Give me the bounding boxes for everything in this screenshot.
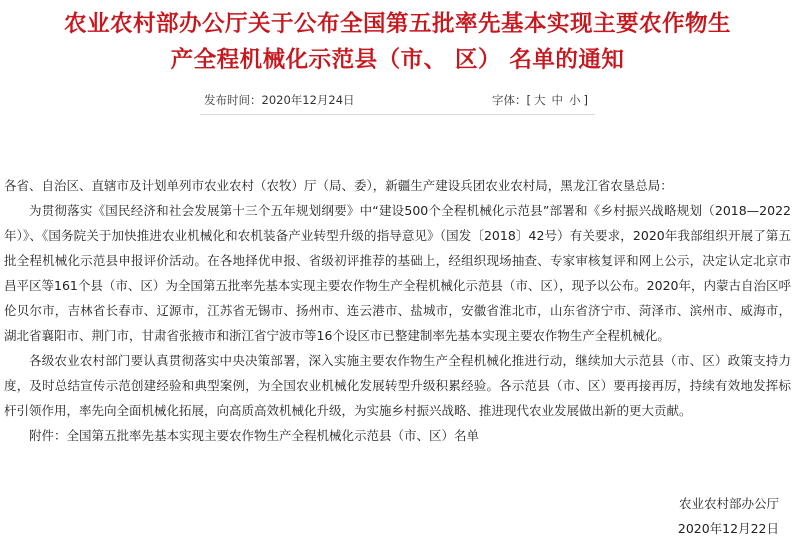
article-title-line1: 农业农村部办公厅关于公布全国第五批率先基本实现主要农作物生: [63, 11, 731, 37]
font-size-medium-link[interactable]: 中: [551, 93, 563, 107]
font-size-small-link[interactable]: 小: [569, 93, 581, 107]
font-size-control: [492, 92, 588, 108]
article-title-line2: 产全程机械化示范县（市、 区） 名单的通知: [170, 47, 625, 73]
font-size-label: 字体：[: [492, 93, 531, 107]
attachment-link[interactable]: 附件：全国第五批率先基本实现主要农作物生产全程机械化示范县（市、区）名单: [29, 428, 480, 443]
issuer: 农业农村部办公厅: [678, 496, 779, 511]
signoff-date: 2020年12月22日: [677, 521, 779, 536]
meta-divider: [200, 114, 595, 115]
font-size-close: ]: [583, 93, 588, 107]
article-title: [0, 6, 795, 78]
salutation: 各省、自治区、直辖市及计划单列市农业农村（农牧）厅（局、委），新疆生产建设兵团农业农村局，黑龙江省农垦总局：: [4, 178, 673, 193]
body-paragraph-1: 为贯彻落实《国民经济和社会发展第十三个五年规划纲要》中“建设500个全程机械化示范县”部署和《乡村振兴战略规划（2018—2022年）》、《国务院关于加快推进农业机械化和农机装备产业转型升级的指导意见》（国发〔2018〕42号）有关要求，2020年我部组织开展了第五批全程机械化示范县申报评价活动。在各地择优申报、省级初评推荐的基础上，经组织现场抽查、专家审核复评和网上公示，决定认定北京市昌平区等161个县（市、区）为全国第五批率先基本实现主要农作物生产全程机械化示范县（市、区），现予以公布。2020年，内蒙古自治区呼伦贝尔市，吉林省长春市、辽源市，江苏省无锡市、扬州市、连云港市、盐城市，安徽省淮北市，山东省济宁市、菏泽市、滨州市、威海市，湖北省襄阳市、荆门市，甘肃省张掖市和浙江省宁波市等16个设区市已整建制率先基本实现主要农作物生产全程机械化。: [4, 203, 791, 343]
font-size-large-link[interactable]: 大: [534, 93, 546, 107]
publish-date: 发布时间：2020年12月24日: [204, 93, 355, 107]
signoff: [678, 491, 779, 541]
body-paragraph-2: 各级农业农村部门要认真贯彻落实中央决策部署，深入实施主要农作物生产全程机械化推进行动，继续加大示范县（市、区）政策支持力度，及时总结宣传示范创建经验和典型案例，为全国农业机械化发展转型升级积累经验。各示范县（市、区）要再接再厉，持续有效地发挥标杆引领作用，率先向全面机械化拓展，向高质高效机械化升级，为实施乡村振兴战略、推进现代农业发展做出新的更大贡献。: [4, 353, 791, 418]
article-meta: [0, 92, 795, 110]
article-body: [4, 173, 791, 448]
